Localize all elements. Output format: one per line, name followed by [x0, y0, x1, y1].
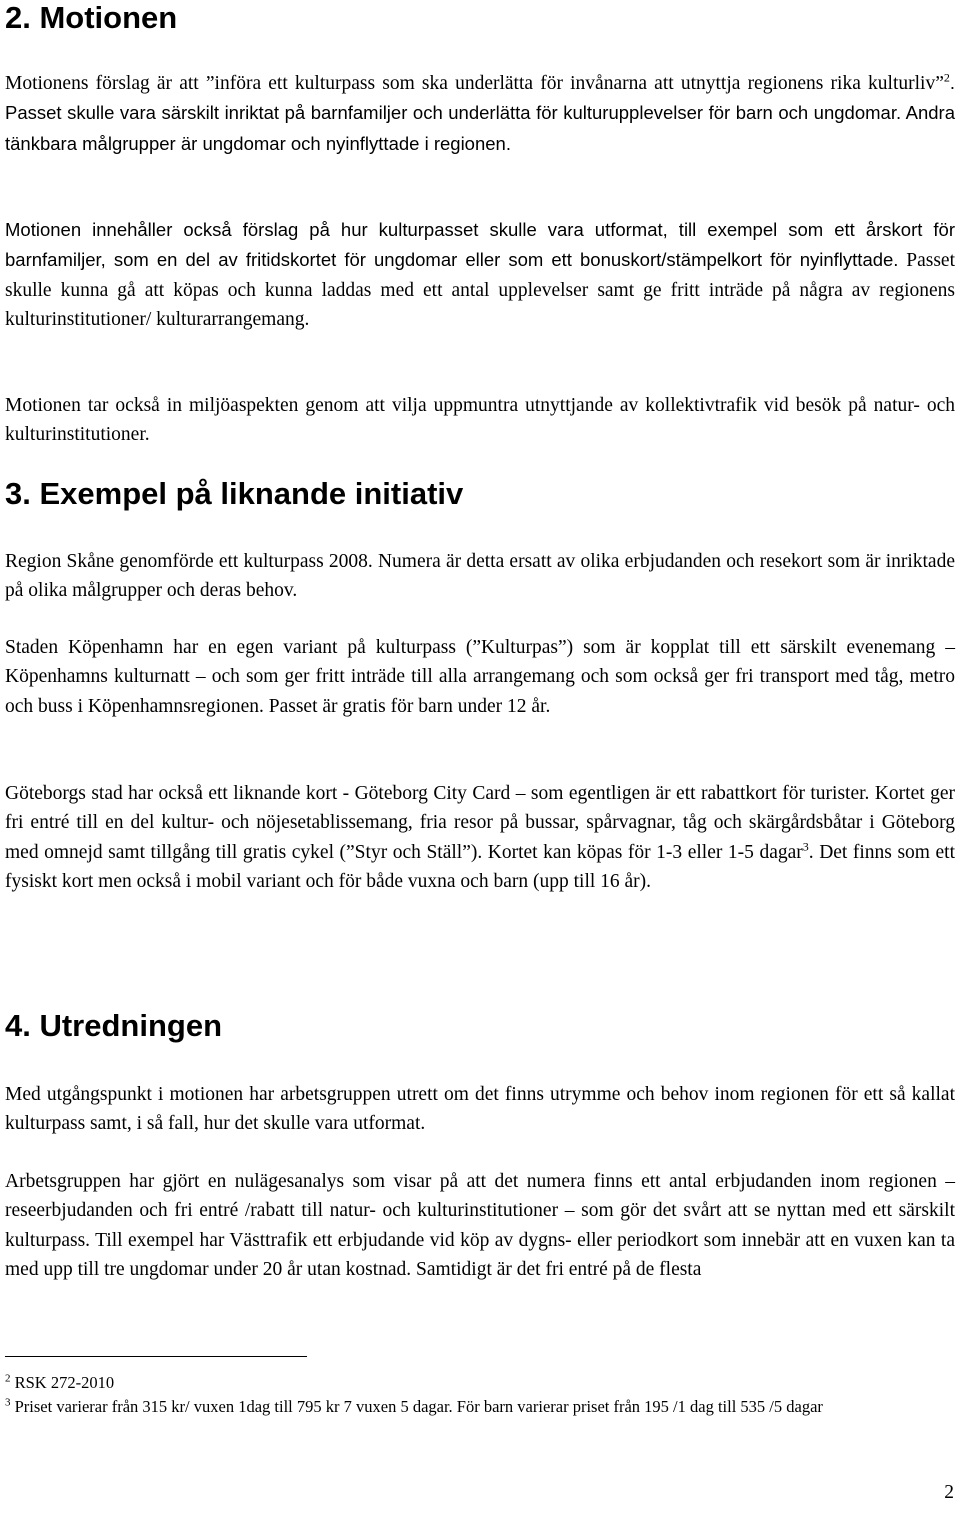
- section-2-paragraph-3: Motionen tar också in miljöaspekten genom att vilja uppmuntra utnyttjande av kollektivtrafik vid besök på natur- och kulturinstitutioner.: [5, 395, 955, 446]
- paragraph-text: . Passet skulle vara särskilt inriktat på barnfamiljer och underlätta för kulturupplevelser för barn och ungdomar. Andra tänkbara målgrupper är ungdomar och nyinflyttade i regionen.: [5, 72, 955, 154]
- paragraph-text: Motionen innehåller också förslag på hur kulturpasset skulle vara utformat, till exempel som ett årskort för barnfamiljer, som en del av fritidskortet för ungdomar eller som ett bonuskort/stämpelkort för nyinflyttade.: [5, 219, 955, 271]
- page-number: 2: [944, 1482, 954, 1503]
- paragraph-text: Göteborgs stad har också ett liknande kort - Göteborg City Card – som egentligen är ett rabattkort för turister. Kortet ger fri entré till en del kultur- och nöjesetablissemang, fria resor på bussar, spårvagnar, tåg och skärgårdsbåtar i Göteborg med omnejd samt tillgång till gratis cykel (”Styr och Ställ”). Kortet kan köpas för 1-3 eller 1-5 dagar: [5, 783, 955, 863]
- footnote-separator: [5, 1356, 307, 1357]
- paragraph-text: Arbetsgruppen har gjört en nulägesanalys som visar på att det numera finns ett antal erbjudanden inom regionen – reseerbjudanden och fri entré /rabatt till natur- och kulturinstitutioner – som gör det svårt att se nyttan med ett särskilt kulturpass.: [5, 1171, 955, 1251]
- section-3-paragraph-1: Region Skåne genomförde ett kulturpass 2008. Numera är detta ersatt av olika erbjudanden och resekort som är inriktade på olika målgrupper och deras behov.: [5, 551, 955, 602]
- section-2-heading: 2. Motionen: [5, 0, 178, 35]
- section-4-heading: 4. Utredningen: [5, 1008, 223, 1043]
- footnote-3: [5, 1395, 950, 1419]
- footnote-ref-3: 3: [802, 839, 809, 854]
- paragraph-text: Till exempel har Västtrafik ett erbjudande vid köp av dygns- eller periodkort som innebär att en vuxen kan ta med upp till tre ungdomar under 20 år utan kostnad. Samtidigt är det fri entré på de flesta: [5, 1229, 955, 1281]
- section-2-paragraph-1: [5, 68, 955, 159]
- paragraph-text: . Det finns som ett fysiskt kort men också i mobil variant och för både vuxna och barn (upp till 16 år).: [5, 841, 955, 893]
- paragraph-text: Passet skulle kunna gå att köpas och kunna laddas med ett antal upplevelser samt ge fritt inträde på några av regionens kulturinstitutioner/ kulturarrangemang.: [5, 250, 955, 331]
- section-4-paragraph-1: Med utgångspunkt i motionen har arbetsgruppen utrett om det finns utrymme och behov inom regionen för ett så kallat kulturpass samt, i så fall, hur det skulle vara utformat.: [5, 1084, 955, 1135]
- section-4-paragraph-2: [5, 1167, 955, 1285]
- footnote-number: 3: [5, 1396, 11, 1409]
- footnote-text: Priset varierar från 315 kr/ vuxen 1dag till 795 kr 7 vuxen 5 dagar. För barn varierar priset från 195 /1 dag till 535 /5 dagar: [14, 1397, 823, 1416]
- footnote-ref-2: 2: [943, 70, 950, 85]
- footnote-2: [5, 1371, 950, 1395]
- paragraph-text: Motionens förslag är att ”införa ett kulturpass som ska underlätta för invånarna att utnyttja regionens rika kulturliv”: [5, 73, 944, 94]
- footnote-number: 2: [5, 1372, 11, 1385]
- section-2-paragraph-2: [5, 215, 955, 335]
- section-3-paragraph-2: Staden Köpenhamn har en egen variant på kulturpass (”Kulturpas”) som är kopplat till ett särskilt evenemang – Köpenhamns kulturnatt – och som ger fritt inträde till alla arrangemang och som också ger fri transport med tåg, metro och buss i Köpenhamnsregionen. Passet är gratis för barn under 12 år.: [5, 637, 955, 717]
- footnote-text: RSK 272-2010: [14, 1373, 115, 1392]
- section-3-heading: 3. Exempel på liknande initiativ: [5, 476, 464, 511]
- section-3-paragraph-3: [5, 779, 955, 897]
